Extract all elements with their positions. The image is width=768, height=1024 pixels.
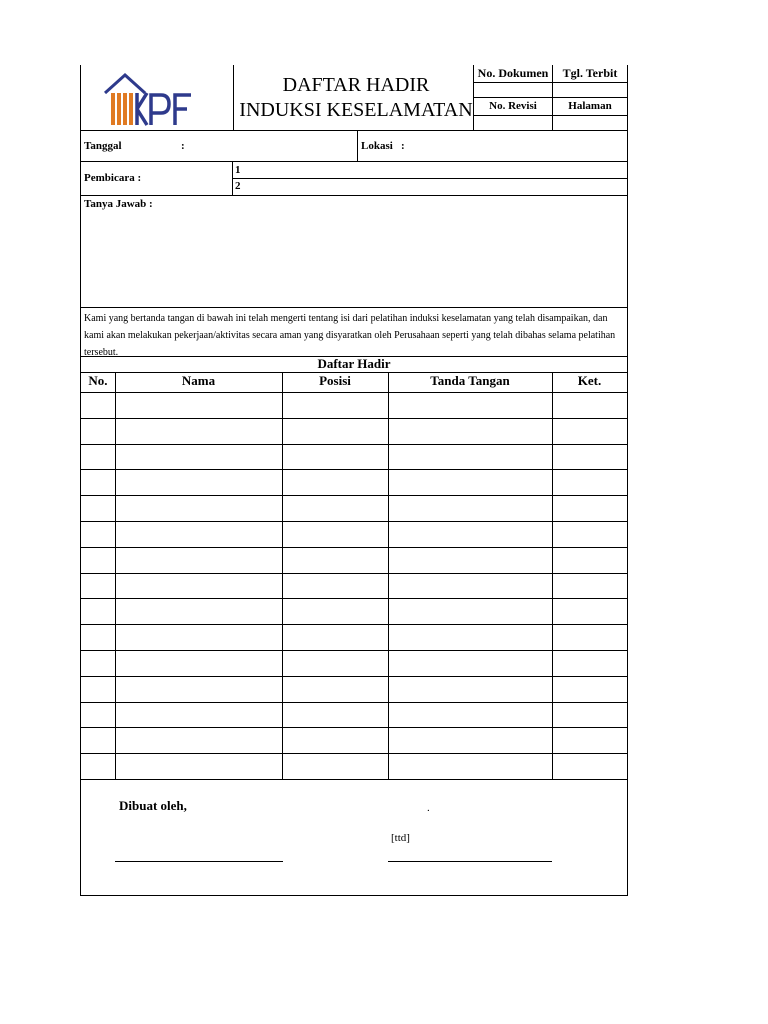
table-row [81, 650, 627, 676]
row-divider [81, 779, 627, 780]
column-header-signature: Tanda Tangan [430, 373, 510, 388]
signature-line-right [388, 861, 552, 862]
table-row [81, 469, 627, 495]
date-separator: : [181, 140, 185, 152]
table-row [81, 495, 627, 521]
table-row [81, 598, 627, 624]
issue-date-label: Tgl. Terbit [562, 66, 618, 80]
qa-label: Tanya Jawab : [84, 198, 153, 210]
attendance-form [80, 65, 628, 896]
footer-dot: . [427, 802, 430, 814]
page-title [236, 73, 476, 123]
table-row [81, 418, 627, 444]
speaker-2-number: 2 [235, 180, 241, 192]
column-header-notes: Ket. [577, 373, 602, 388]
column-header-name: Nama [181, 373, 216, 388]
location-label: Lokasi [361, 140, 393, 152]
table-row [81, 702, 627, 728]
location-separator: : [401, 140, 405, 152]
made-by-label: Dibuat oleh, [119, 798, 187, 813]
table-row [81, 573, 627, 599]
doc-no-label: No. Dokumen [477, 66, 549, 80]
table-row [81, 392, 627, 418]
page-label: Halaman [568, 100, 612, 112]
title-line-1: DAFTAR HADIR [282, 74, 430, 96]
statement-text: Kami yang bertanda tangan di bawah ini telah mengerti tentang isi dari pelatihan induksi keselamatan yang telah disampaikan, dan kami akan melakukan pekerjaan/aktivitas secara aman yang disyaratkan oleh Perusahaan seperti yang telah dibahas selama pelatihan tersebut. [84, 313, 616, 358]
speaker-label: Pembicara : [84, 172, 142, 184]
signature-placeholder: [ttd] [391, 832, 410, 844]
column-header-position: Posisi [319, 373, 351, 388]
logo-graphic [103, 71, 193, 127]
signature-line-left [115, 861, 283, 862]
attendance-title: Daftar Hadir [317, 356, 391, 371]
table-row [81, 521, 627, 547]
date-label: Tanggal [84, 140, 122, 152]
company-logo [103, 71, 193, 127]
table-row [81, 624, 627, 650]
table-row [81, 676, 627, 702]
table-row [81, 547, 627, 573]
title-line-2: INDUKSI KESELAMATAN [239, 99, 473, 121]
table-row [81, 753, 627, 779]
table-row [81, 444, 627, 470]
table-row [81, 727, 627, 753]
speaker-1-number: 1 [235, 164, 241, 176]
revision-label: No. Revisi [489, 100, 537, 112]
column-header-no: No. [88, 373, 108, 388]
